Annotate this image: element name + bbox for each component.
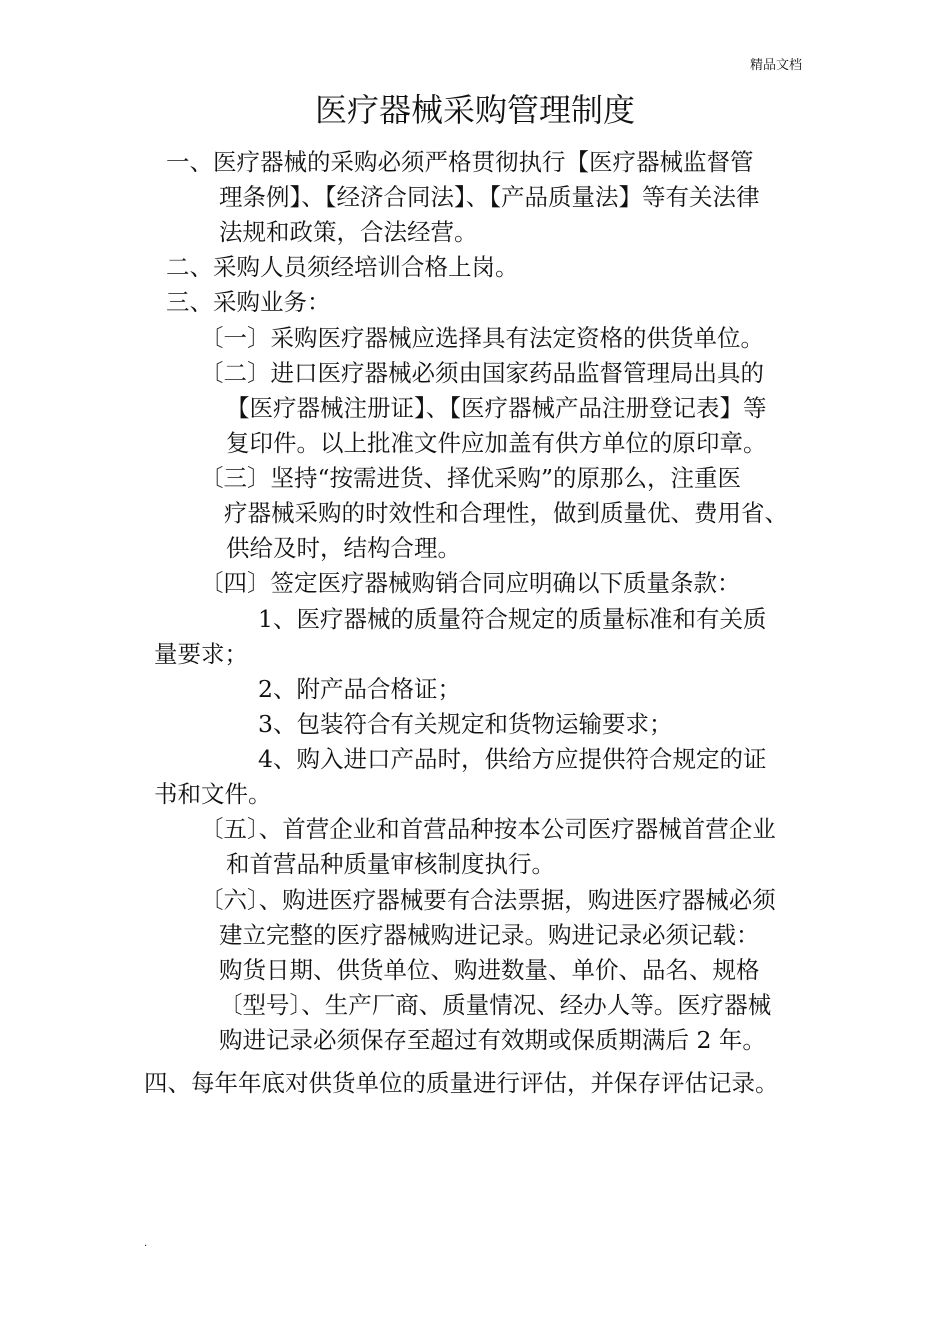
quality-term-1-line-1: 1、医疗器械的质量符合规定的质量标准和有关质 bbox=[258, 605, 767, 633]
clause-3-item-6-line-3: 购货日期、供货单位、购进数量、单价、品名、规格 bbox=[219, 956, 760, 984]
clause-3-item-4: 〔四〕签定医疗器械购销合同应明确以下质量条款： bbox=[200, 569, 741, 597]
clause-4: 四、每年年底对供货单位的质量进行评估，并保存评估记录。 bbox=[144, 1069, 779, 1097]
clause-3-item-6-line-4: 〔型号〕、生产厂商、质量情况、经办人等。医疗器械 bbox=[219, 991, 772, 1019]
quality-term-4-line-1: 4、购入进口产品时，供给方应提供符合规定的证 bbox=[258, 745, 767, 773]
clause-3-item-3-line-2: 疗器械采购的时效性和合理性，做到质量优、费用省、 bbox=[224, 499, 788, 527]
clause-3-item-2-line-2: 【医疗器械注册证】、【医疗器械产品注册登记表】等 bbox=[226, 394, 767, 422]
clause-3-item-5-line-1: 〔五〕、首营企业和首营品种按本公司医疗器械首营企业 bbox=[200, 815, 776, 843]
clause-3-heading: 三、采购业务： bbox=[166, 288, 331, 316]
clause-3-item-1: 〔一〕采购医疗器械应选择具有法定资格的供货单位。 bbox=[200, 324, 764, 352]
quality-term-3: 3、包装符合有关规定和货物运输要求； bbox=[258, 710, 673, 738]
clause-3-item-2-line-1: 〔二〕进口医疗器械必须由国家药品监督管理局出具的 bbox=[200, 359, 764, 387]
clause-3-item-6-line-5: 购进记录必须保存至超过有效期或保质期满后 2 年。 bbox=[219, 1026, 766, 1054]
quality-term-2: 2、附产品合格证； bbox=[258, 675, 461, 703]
clause-1-line-3: 法规和政策，合法经营。 bbox=[219, 218, 478, 246]
page-title: 医疗器械采购管理制度 bbox=[314, 91, 635, 129]
quality-term-4-line-2: 书和文件。 bbox=[154, 780, 272, 808]
header-note: 精品文档 bbox=[750, 58, 803, 73]
clause-2: 二、采购人员须经培训合格上岗。 bbox=[166, 253, 519, 281]
clause-3-item-5-line-2: 和首营品种质量审核制度执行。 bbox=[226, 850, 555, 878]
quality-term-1-line-2: 量要求； bbox=[154, 640, 248, 668]
footer-mark: . bbox=[144, 1238, 148, 1249]
clause-1-line-1: 一、医疗器械的采购必须严格贯彻执行【医疗器械监督管 bbox=[166, 148, 754, 176]
clause-3-item-3-line-1: 〔三〕坚持“按需进货、择优采购”的原那么，注重医 bbox=[200, 464, 742, 492]
clause-1-line-2: 理条例】、【经济合同法】、【产品质量法】等有关法律 bbox=[219, 183, 760, 211]
clause-3-item-3-line-3: 供给及时，结构合理。 bbox=[226, 534, 461, 562]
clause-3-item-2-line-3: 复印件。以上批准文件应加盖有供方单位的原印章。 bbox=[226, 429, 767, 457]
clause-3-item-6-line-1: 〔六〕、购进医疗器械要有合法票据，购进医疗器械必须 bbox=[200, 886, 776, 914]
clause-3-item-6-line-2: 建立完整的医疗器械购进记录。购进记录必须记载： bbox=[219, 921, 760, 949]
